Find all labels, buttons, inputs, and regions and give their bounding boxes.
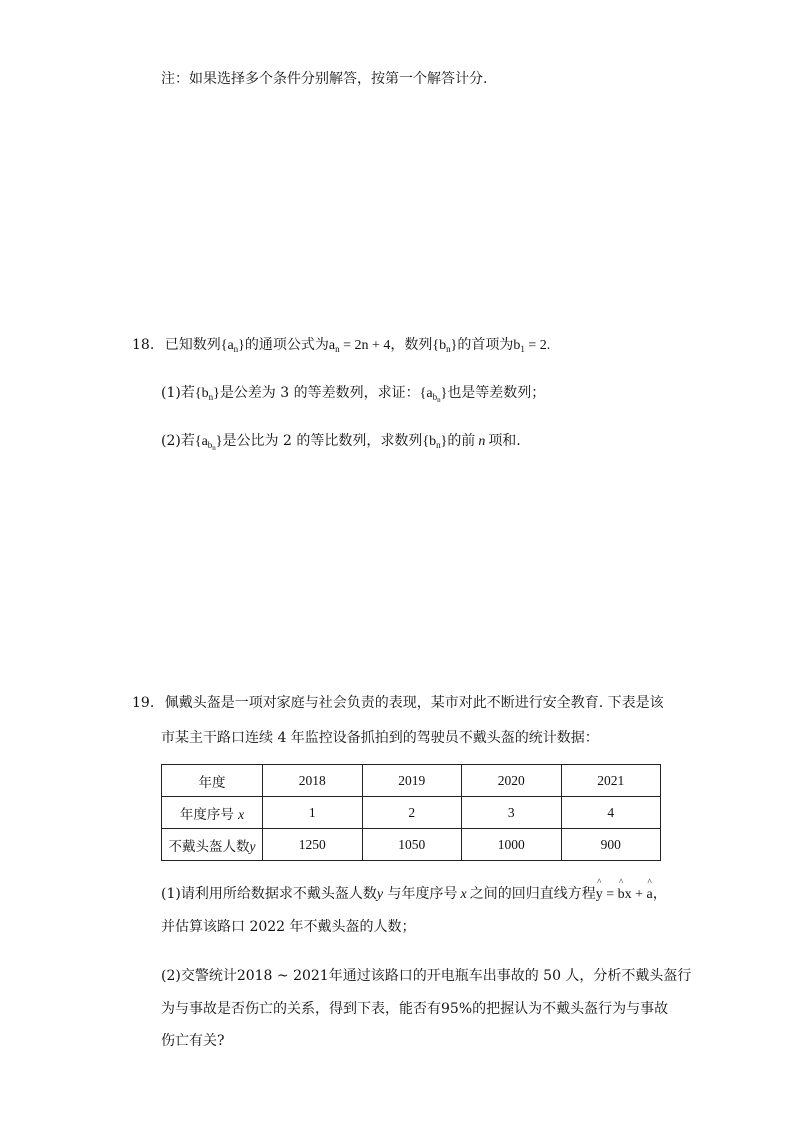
question-19-stem-line-1 [132,692,664,712]
table-cell: 2 [362,797,462,829]
table-header-count: 不戴头盔人数y [162,829,263,861]
table-header-index: 年度序号 x [162,797,263,829]
table-row [162,829,661,861]
table-cell: 2018 [263,765,363,797]
formula-b1: $b_1 = 2$. [513,338,551,354]
table-cell: 2021 [561,765,661,797]
sequence-b-symbol: $\{b_n\}$ [422,434,448,450]
question-number: 18. [132,337,155,353]
note-text: 注：如果选择多个条件分别解答，按第一个解答计分. [161,71,488,87]
table-cell: 4 [561,797,661,829]
stem-text: ，数列 [390,337,433,353]
table-cell: 1050 [362,829,462,861]
table-cell: 1250 [263,829,363,861]
regression-equation: ^ y = ^ bx + ^ a [596,887,653,902]
table-cell: 2019 [362,765,462,797]
table-cell: 1000 [462,829,562,861]
var-x: x [460,887,467,902]
sequence-a-symbol: $\{a_n\}$ [220,338,245,354]
sequence-b-symbol: $\{b_n\}$ [194,386,220,402]
table-cell: 2020 [462,765,562,797]
stem-text: 已知数列 [164,337,221,353]
sequence-a-bn-symbol: $\{a_{b_n}\}$ [194,434,223,452]
question-18-stem [132,334,550,354]
sequence-a-bn-symbol: $\{a_{b_n}\}$ [419,386,448,404]
statistics-table [161,764,661,861]
table-cell: 1 [263,797,363,829]
table-row [162,797,661,829]
table-cell: 900 [561,829,661,861]
question-number: 19. [132,695,155,711]
question-19-part-1-line-1: (1)请利用所给数据求不戴头盔人数y 与年度序号 x 之间的回归直线方程^ y = ^ bx + ^ a， [161,883,667,903]
question-18-part-2: (2)若$\{a_{b_n}\}$是公比为 2 的等比数列，求数列$\{b_n\}$的前 n 项和. [161,433,521,452]
stem-text: 的通项公式为 [244,337,329,353]
table-header-year: 年度 [162,765,263,797]
question-18-part-1: (1)若$\{b_n\}$是公差为 3 的等差数列，求证：$\{a_{b_n}\}$也是等差数列； [161,385,546,404]
question-19-part-2-line-1: (2)交警统计2018 ~ 2021年通过该路口的开电瓶车出事故的 50 人，分析不戴头盔行 [161,968,692,984]
sequence-b-symbol: $\{b_n\}$ [432,338,458,354]
question-19-part-2-line-3: 伤亡有关? [161,1033,225,1049]
question-19-stem-line-2: 市某主干路口连续 4 年监控设备抓拍到的驾驶员不戴头盔的统计数据： [161,730,599,746]
stem-text: 佩戴头盔是一项对家庭与社会负责的表现，某市对此不断进行安全教育. 下表是该 [164,695,664,711]
var-n: n [478,434,486,449]
question-19-part-2-line-2: 为与事故是否伤亡的关系，得到下表，能否有95%的把握认为不戴头盔行为与事故 [161,1001,669,1017]
question-19-part-1-line-2: 并估算该路口 2022 年不戴头盔的人数； [161,919,416,935]
table-row [162,765,661,797]
table-cell: 3 [462,797,562,829]
var-y: y [376,887,384,902]
formula-a: $a_n = 2n + 4$ [328,338,391,354]
stem-text: 的首项为 [457,337,514,353]
